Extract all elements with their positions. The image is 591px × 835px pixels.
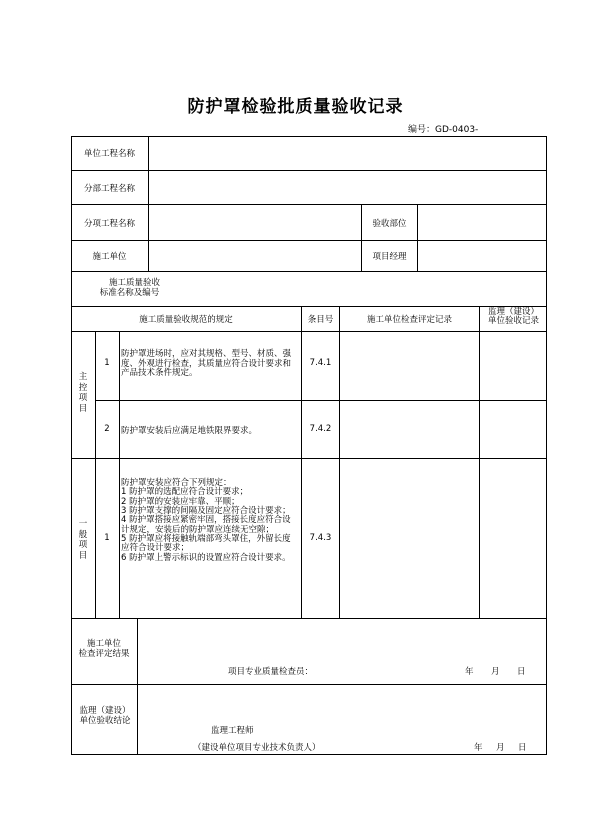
subitem-project-field[interactable] xyxy=(149,205,361,240)
col-spec-header: 施工质量验收规范的规定 xyxy=(139,315,233,325)
col-supervisor-line1: 监理（建设） xyxy=(487,307,539,317)
unit-project-field[interactable] xyxy=(149,137,546,170)
construction-year: 年 xyxy=(465,667,474,677)
col-clause-header: 条目号 xyxy=(307,315,334,325)
main-item-1-clause: 7.4.1 xyxy=(309,358,332,368)
standard-label-line2: 标准名称及编号 xyxy=(99,287,160,298)
document-title: 防护罩检验批质量验收记录 xyxy=(187,97,404,117)
division-project-field[interactable] xyxy=(149,171,546,204)
general-item-1-record[interactable] xyxy=(340,459,479,618)
project-manager-field[interactable] xyxy=(418,241,546,271)
construction-inspector-label: 项目专业质量检查员： xyxy=(228,667,314,677)
general-item-1-supervisor[interactable] xyxy=(480,459,546,618)
form-grid xyxy=(71,136,547,755)
main-item-2-text: 防护罩安装后应满足地铁限界要求。 xyxy=(121,426,258,436)
supervisor-engineer-note: （建设单位项目专业技术负责人） xyxy=(193,743,321,753)
supervisor-engineer-label: 监理工程师 xyxy=(211,726,254,736)
construction-unit-label: 施工单位 xyxy=(92,252,127,262)
supervisor-month: 月 xyxy=(496,743,505,753)
supervisor-year: 年 xyxy=(474,743,483,753)
main-item-2-clause: 7.4.2 xyxy=(309,424,332,434)
main-item-2-supervisor[interactable] xyxy=(480,401,546,458)
document-code: 编号：GD-0403- xyxy=(408,125,479,135)
supervisor-result-label: 监理（建设） 单位验收结论 xyxy=(79,706,131,726)
construction-day: 日 xyxy=(517,667,526,677)
project-manager-label: 项目经理 xyxy=(372,252,407,262)
construction-month: 月 xyxy=(491,667,500,677)
general-item-1-text: 防护罩安装应符合下列规定： 1 防护罩的选配应符合设计要求； 2 防护罩的安装应牢靠、平顺； 3 防护罩支撑的间隔及固定应符合设计要求； 4 防护罩搭接应紧密牢固，搭接长度应符合设计规定，安装后的防护罩应连续无空隙； 5 防护罩应将接触轨端部弯头罩住，外留长度应符合设计要求； 6 防护罩上警示标识的设置应符合设计要求。 xyxy=(121,478,291,563)
main-item-1-text: 防护罩进场时，应对其规格、型号、材质、强度、外观进行检查，其质量应符合设计要求和产品技术条件规定。 xyxy=(121,349,292,379)
main-item-2-record[interactable] xyxy=(340,401,479,458)
general-label: 一 般 项 目 xyxy=(78,519,88,561)
construction-unit-field[interactable] xyxy=(149,241,361,271)
col-supervisor-line2: 单位验收记录 xyxy=(487,316,539,327)
col-construction-record-header: 施工单位检查评定记录 xyxy=(366,315,452,325)
standard-label xyxy=(99,279,160,299)
main-control-label: 主 控 项 目 xyxy=(78,372,88,414)
main-item-2-no: 2 xyxy=(104,424,110,434)
subitem-project-label: 分项工程名称 xyxy=(83,218,135,229)
col-supervisor-header xyxy=(480,308,547,327)
acceptance-part-label: 验收部位 xyxy=(372,218,407,229)
main-item-1-record[interactable] xyxy=(340,332,479,400)
standard-field[interactable] xyxy=(191,272,546,306)
acceptance-part-field[interactable] xyxy=(418,205,546,240)
main-item-1-no: 1 xyxy=(104,358,110,368)
standard-label-line1: 施工质量验收 xyxy=(109,278,161,288)
supervisor-day: 日 xyxy=(518,743,527,753)
general-item-1-clause: 7.4.3 xyxy=(309,533,332,543)
unit-project-label: 单位工程名称 xyxy=(83,149,135,159)
general-item-1-no: 1 xyxy=(104,533,110,543)
main-item-1-supervisor[interactable] xyxy=(480,332,546,400)
construction-result-label: 施工单位 检查评定结果 xyxy=(78,639,130,659)
division-project-label: 分部工程名称 xyxy=(83,183,135,194)
